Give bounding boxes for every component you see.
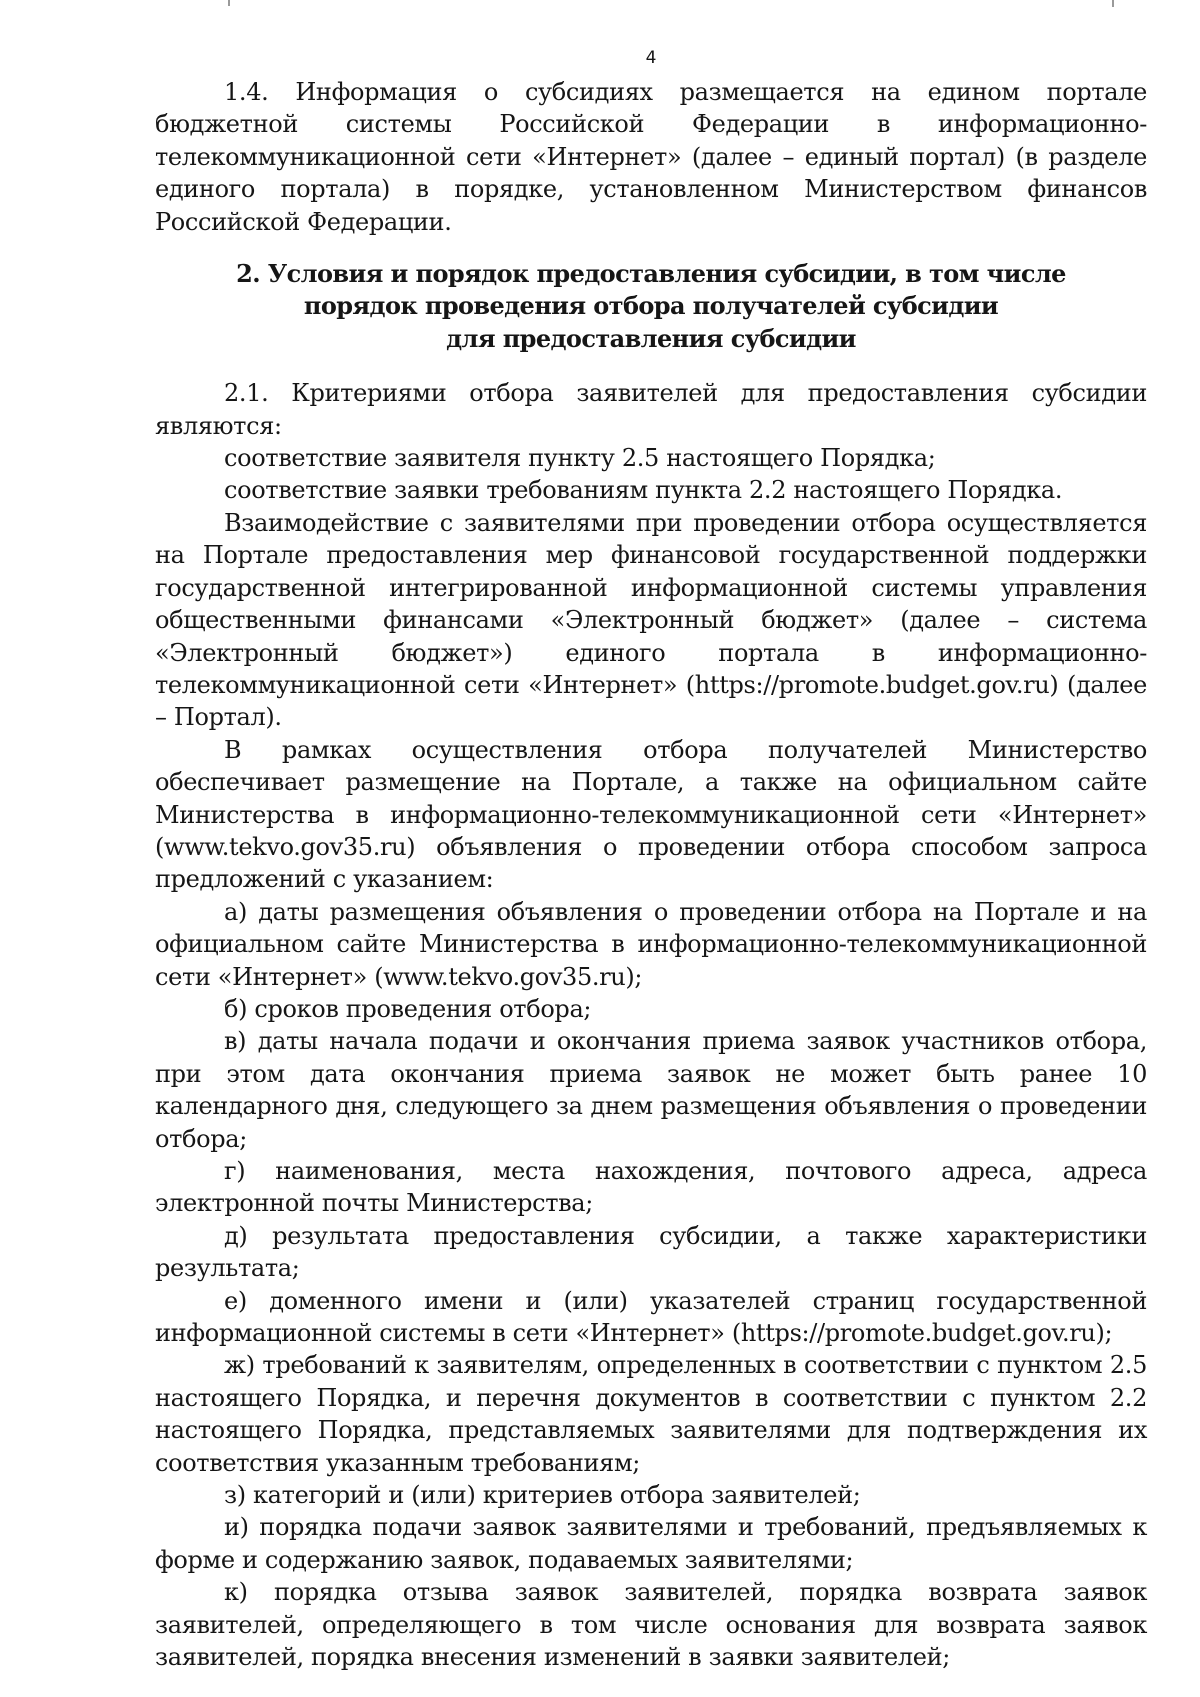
scan-edge-mark-left [228,0,230,6]
list-item-e: е) доменного имени и (или) указателей страниц государственной информационной системы в сети «Интернет» (https://promote.budget.gov.ru); [155,1286,1147,1348]
document-body [155,76,1147,1674]
section-heading-line-3: для предоставления субсидии [446,323,856,353]
scan-edge-mark-right [1112,0,1114,7]
list-item-d: д) результата предоставления субсидии, а также характеристики результата; [155,1221,1147,1283]
list-item-z: з) категорий и (или) критериев отбора заявителей; [224,1481,861,1510]
section-heading-line-1: 2. Условия и порядок предоставления субсидии, в том числе [236,259,1066,289]
paragraph-criterion-1: соответствие заявителя пункту 2.5 настоящего Порядка; [224,444,936,473]
paragraph-1-4: 1.4. Информация о субсидиях размещается на едином портале бюджетной системы Российской Федерации в информационно-телекоммуникационной сети «Интернет» (далее – единый портал) (в разделе единого портала) в порядке, установленном Министерством финансов Российской Федерации. [155,78,1147,236]
list-item-b: б) сроков проведения отбора; [224,994,592,1023]
paragraph-criterion-2: соответствие заявки требованиям пункта 2.2 настоящего Порядка. [224,476,1063,505]
list-item-g: г) наименования, места нахождения, почтового адреса, адреса электронной почты Министерства; [155,1157,1147,1218]
list-item-v: в) даты начала подачи и окончания приема заявок участников отбора, при этом дата окончания приема заявок не может быть ранее 10 календарного дня, следующего за днем размещения объявления о проведении отбора; [155,1027,1147,1153]
paragraph-2-1: 2.1. Критериями отбора заявителей для предоставления субсидии являются: [155,379,1147,440]
list-item-zh: ж) требований к заявителям, определенных в соответствии с пунктом 2.5 настоящего Порядка, и перечня документов в соответствии с пунктом 2.2 настоящего Порядка, представляемых заявителями для подтверждения их соответствия указанным требованиям; [155,1351,1147,1477]
list-item-i: и) порядка подачи заявок заявителями и требований, предъявляемых к форме и содержанию заявок, подаваемых заявителями; [155,1513,1147,1574]
section-heading-line-2: порядок проведения отбора получателей субсидии [303,291,999,321]
section-heading [155,258,1147,355]
list-item-k: к) порядка отзыва заявок заявителей, порядка возврата заявок заявителей, определяющего в том числе основания для возврата заявок заявителей, порядка внесения изменений в заявки заявителей; [155,1578,1147,1672]
paragraph-announcement: В рамках осуществления отбора получателей Министерство обеспечивает размещение на Портале, а также на официальном сайте Министерства в информационно-телекоммуникационной сети «Интернет» (www.tekvo.gov35.ru) объявления о проведении отбора способом запроса предложений с указанием: [155,735,1147,894]
list-item-a: а) даты размещения объявления о проведении отбора на Портале и на официальном сайте Министерства в информационно-телекоммуникационной сети «Интернет» (www.tekvo.gov35.ru); [155,897,1147,991]
paragraph-interaction: Взаимодействие с заявителями при проведении отбора осуществляется на Портале предоставления мер финансовой государственной поддержки государственной интегрированной информационной системы управления общественными финансами «Электронный бюджет» (далее – система «Электронный бюджет») единого портала в информационно-телекоммуникационной сети «Интернет» (https://promote.budget.gov.ru) (далее – Портал). [155,508,1147,732]
page-number: 4 [645,48,657,68]
